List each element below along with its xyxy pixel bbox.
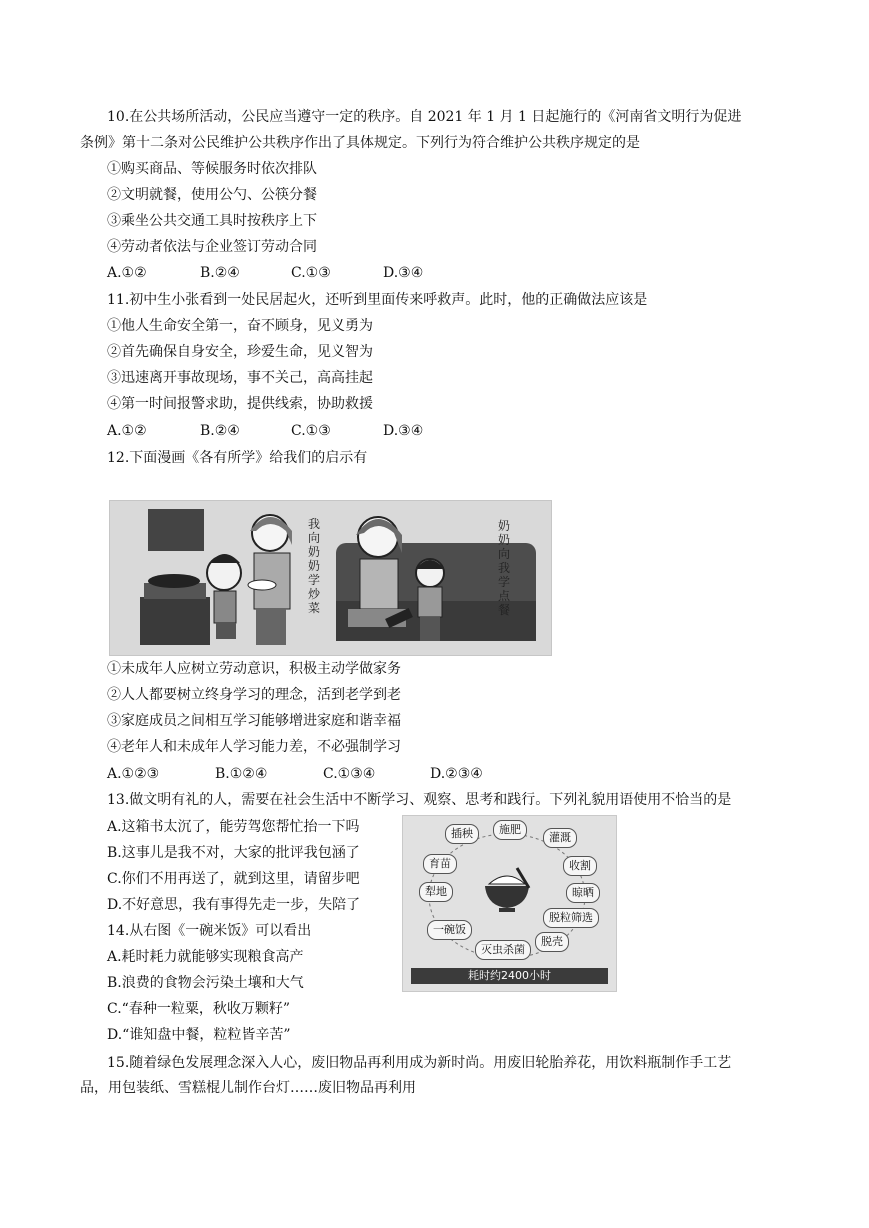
cycle-node-thresh: 脱粒筛选 xyxy=(543,908,599,928)
q12-item-1: ①未成年人应树立劳动意识，积极主动学做家务 xyxy=(107,661,401,677)
q12-option-a[interactable]: A.①②③ xyxy=(107,766,160,782)
q11-option-d[interactable]: D.③④ xyxy=(383,423,424,439)
cartoon-right-caption: 奶奶向我学点餐 xyxy=(497,519,510,617)
q10-option-d[interactable]: D.③④ xyxy=(383,265,424,281)
q11-item-3: ③迅速离开事故现场，事不关己，高高挂起 xyxy=(107,370,373,386)
q12-item-3: ③家庭成员之间相互学习能够增进家庭和谐幸福 xyxy=(107,713,401,729)
cycle-node-pest-control: 灭虫杀菌 xyxy=(475,940,531,960)
cycle-footer: 耗时约2400小时 xyxy=(411,968,608,984)
cycle-drawing xyxy=(403,816,616,991)
q10-item-2: ②文明就餐，使用公勺、公筷分餐 xyxy=(107,187,317,203)
q15-stem-line2: 品，用包装纸、雪糕棍儿制作台灯……废旧物品再利用 xyxy=(80,1080,416,1096)
cycle-node-seedling: 育苗 xyxy=(423,854,457,874)
cycle-node-transplant: 插秧 xyxy=(445,824,479,844)
q13-stem: 13.做文明有礼的人，需要在社会生活中不断学习、观察、思考和践行。下列礼貌用语使用不恰当的是 xyxy=(107,792,732,808)
q11-option-a[interactable]: A.①② xyxy=(107,423,147,439)
q10-option-a[interactable]: A.①② xyxy=(107,265,147,281)
cycle-node-rice-bowl: 一碗饭 xyxy=(427,920,472,940)
q12-cartoon xyxy=(109,500,552,656)
q11-options xyxy=(107,421,423,441)
q10-option-c[interactable]: C.①③ xyxy=(291,265,331,281)
q13-option-d[interactable]: D.不好意思，我有事得先走一步，失陪了 xyxy=(107,897,361,913)
cycle-node-plough: 犁地 xyxy=(419,882,453,902)
q14-stem: 14.从右图《一碗米饭》可以看出 xyxy=(107,923,312,939)
q11-stem: 11.初中生小张看到一处民居起火，还听到里面传来呼救声。此时，他的正确做法应该是 xyxy=(107,292,648,308)
cartoon-illustration xyxy=(110,501,551,655)
q11-item-4: ④第一时间报警求助，提供线索，协助救援 xyxy=(107,396,373,412)
q10-option-b[interactable]: B.②④ xyxy=(200,265,240,281)
q12-option-d[interactable]: D.②③④ xyxy=(430,766,483,782)
q13-option-b[interactable]: B.这事儿是我不对，大家的批评我包涵了 xyxy=(107,845,360,861)
q11-option-b[interactable]: B.②④ xyxy=(200,423,240,439)
q12-stem: 12.下面漫画《各有所学》给我们的启示有 xyxy=(107,450,368,466)
cycle-node-husk: 脱壳 xyxy=(535,932,569,952)
cartoon-left-caption: 我向奶奶学炒菜 xyxy=(307,517,320,615)
q11-item-2: ②首先确保自身安全，珍爱生命，见义智为 xyxy=(107,344,373,360)
q10-stem-line2: 条例》第十二条对公民维护公共秩序作出了具体规定。下列行为符合维护公共秩序规定的是 xyxy=(80,135,640,151)
q14-option-c[interactable]: C.“春种一粒粟，秋收万颗籽” xyxy=(107,1001,290,1017)
q12-option-c[interactable]: C.①③④ xyxy=(323,766,376,782)
q13-option-a[interactable]: A.这箱书太沉了，能劳驾您帮忙抬一下吗 xyxy=(107,819,360,835)
q11-option-c[interactable]: C.①③ xyxy=(291,423,331,439)
q12-option-b[interactable]: B.①②④ xyxy=(215,766,268,782)
cycle-node-fertilize: 施肥 xyxy=(493,820,527,840)
q12-options xyxy=(107,764,483,784)
cycle-node-dry: 晾晒 xyxy=(566,883,600,903)
q13-option-c[interactable]: C.你们不用再送了，就到这里，请留步吧 xyxy=(107,871,360,887)
q15-stem-line1: 15.随着绿色发展理念深入人心，废旧物品再利用成为新时尚。用废旧轮胎养花，用饮料瓶制作手工艺 xyxy=(107,1055,732,1071)
q10-item-4: ④劳动者依法与企业签订劳动合同 xyxy=(107,239,317,255)
q12-item-2: ②人人都要树立终身学习的理念，活到老学到老 xyxy=(107,687,401,703)
q14-option-b[interactable]: B.浪费的食物会污染土壤和大气 xyxy=(107,975,304,991)
q14-option-d[interactable]: D.“谁知盘中餐，粒粒皆辛苦” xyxy=(107,1027,291,1043)
cycle-node-irrigate: 灌溉 xyxy=(543,828,577,848)
q10-stem-line1: 10.在公共场所活动，公民应当遵守一定的秩序。自 2021 年 1 月 1 日起施行的《河南省文明行为促进 xyxy=(107,109,742,125)
q10-item-3: ③乘坐公共交通工具时按秩序上下 xyxy=(107,213,317,229)
cycle-node-harvest: 收割 xyxy=(563,856,597,876)
q14-option-a[interactable]: A.耗时耗力就能够实现粮食高产 xyxy=(107,949,304,965)
q10-options xyxy=(107,263,423,283)
q10-item-1: ①购买商品、等候服务时依次排队 xyxy=(107,161,317,177)
q11-item-1: ①他人生命安全第一，奋不顾身，见义勇为 xyxy=(107,318,373,334)
rice-bowl-cycle-figure xyxy=(402,815,617,992)
q12-item-4: ④老年人和未成年人学习能力差，不必强制学习 xyxy=(107,739,401,755)
